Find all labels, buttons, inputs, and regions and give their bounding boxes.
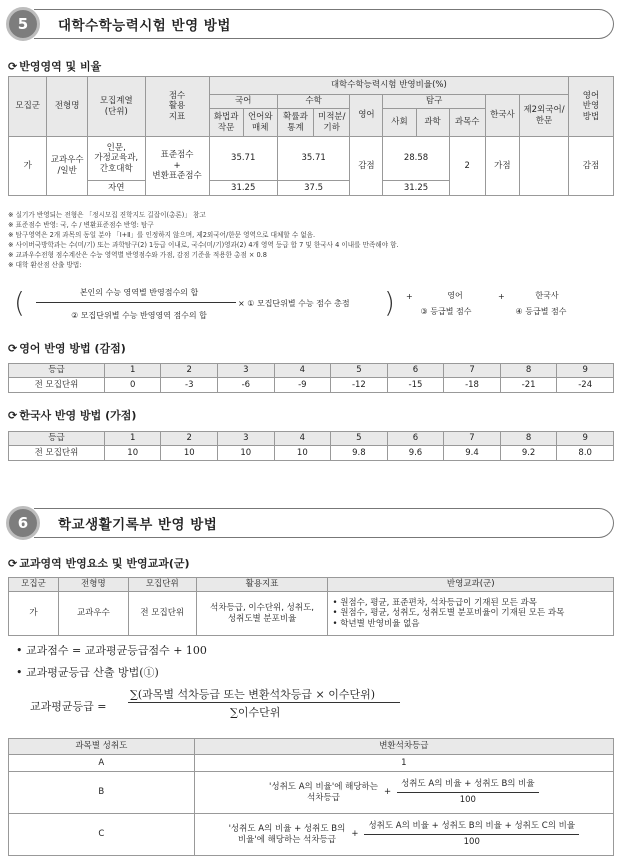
cell-group: 가 <box>9 592 59 636</box>
value: 9.4 <box>444 446 501 461</box>
cell-korean-1: 35.71 <box>209 137 277 181</box>
conv-a: 1 <box>194 755 613 772</box>
subject-line: • 학년별 반영비율 없음 <box>332 618 420 629</box>
grade: 2 <box>161 364 218 378</box>
value: -15 <box>387 378 444 393</box>
grade-label: 등급 <box>9 364 105 378</box>
subject-line: • 원점수, 평균, 성취도, 성취도별 분포비율이 기재된 모든 과목 <box>332 608 565 619</box>
grade: 7 <box>444 432 501 446</box>
th-korean: 국어 <box>209 95 277 109</box>
conv-b-num: 성취도 A의 비율 + 성취도 B의 비율 <box>397 779 539 793</box>
cell-group: 가 <box>9 137 47 196</box>
section5-subtitle-2: ⟳ 영어 반영 방법 (감점) <box>8 341 126 355</box>
formula-history-label: 한국사 <box>535 291 559 300</box>
grade: 3 <box>218 432 275 446</box>
cell-unit1: 인문, 가정교육과, 간호대학 <box>87 137 145 181</box>
conv-b-text: '성취도 A의 비율'에 해당하는 석차등급 <box>269 781 378 803</box>
cell-index: 석차등급, 이수단위, 성취도, 성취도별 분포비율 <box>196 592 328 636</box>
th-i3: 과목수 <box>449 109 485 137</box>
value: -12 <box>331 378 388 393</box>
cell-score: 표준점수 + 변환표준점수 <box>145 137 209 196</box>
fraction-line <box>128 702 400 703</box>
cell-inquiry-1: 28.58 <box>383 137 449 181</box>
conv-c-den: 100 <box>463 837 480 847</box>
th-i2: 과학 <box>416 109 449 137</box>
cell-type: 교과우수 <box>58 592 128 636</box>
close-paren-icon: ) <box>384 286 395 319</box>
score-formula <box>14 284 614 324</box>
th-i1: 사회 <box>383 109 416 137</box>
value: -6 <box>218 378 275 393</box>
cell-subjects <box>328 592 614 636</box>
cell-type: 교과우수 /일반 <box>47 137 88 196</box>
grade-b: B <box>9 772 195 814</box>
conv-c-text: '성취도 A의 비율 + 성취도 B의 비율'에 해당하는 석차등급 <box>228 823 346 845</box>
grade: 4 <box>274 364 331 378</box>
bullet-method: • 교과평균등급 산출 방법(①) <box>16 666 159 679</box>
th-math: 수학 <box>277 95 350 109</box>
cell-unit: 전 모집단위 <box>128 592 196 636</box>
conv-b-den: 100 <box>459 795 476 805</box>
formula-history-sub: ④ 등급별 점수 <box>515 307 567 316</box>
th-k1: 화법과 작문 <box>209 109 243 137</box>
cell-english: 감점 <box>350 137 383 196</box>
th-score: 점수 활용 지표 <box>145 77 209 137</box>
th-group: 모집군 <box>9 578 59 592</box>
conv-b <box>194 772 613 814</box>
note: ※ 탐구영역은 2개 과목의 동일 분야 「Ⅰ+Ⅱ」를 인정하지 않으며, 제2외국어/한문 영역으로 대체할 수 없음. <box>8 231 316 239</box>
value: 10 <box>104 446 161 461</box>
grade: 2 <box>161 432 218 446</box>
note: ※ 실기가 반영되는 전형은 「정시모집 진학지도 길잡이(총론)」 참고 <box>8 211 206 219</box>
conv-c <box>194 814 613 856</box>
grade: 6 <box>387 432 444 446</box>
subject-line: • 원점수, 평균, 표준편차, 석차등급이 기재된 모든 과목 <box>332 597 537 608</box>
section6-header <box>6 505 614 541</box>
grade: 3 <box>218 364 275 378</box>
plus-2: + <box>498 292 505 301</box>
formula-times: × ① 모집단위별 수능 점수 총점 <box>238 299 350 308</box>
value: 10 <box>161 446 218 461</box>
note: ※ 표준점수 반영: 국, 수 / 변환표준점수 반영: 탐구 <box>8 221 154 229</box>
section5-subtitle-1: ⟳ 반영영역 및 비율 <box>8 59 102 73</box>
note: ※ 사이버국방학과는 수(미/기) 또는 과학탐구(2) 1등급 이내로, 국수(미/기)영과(2) 4개 영역 등급 합 7 및 한국사 4 이내를 만족해야 함. <box>8 241 399 249</box>
value: -21 <box>500 378 557 393</box>
subject-table <box>8 577 614 636</box>
note: ※ 교과우수전형 점수계산은 수능 영역별 반영점수와 가점, 감점 기준을 적용한 총점 × 0.8 <box>8 251 267 259</box>
section5-subtitle-3: ⟳ 한국사 반영 방법 (가점) <box>8 408 137 422</box>
arrow-icon: ⟳ <box>8 408 18 422</box>
value: -18 <box>444 378 501 393</box>
value: -9 <box>274 378 331 393</box>
th-achievement: 과목별 성취도 <box>9 739 195 755</box>
cell-inquiry-2: 31.25 <box>383 181 449 196</box>
conversion-table <box>8 738 614 856</box>
th-group: 모집군 <box>9 77 47 137</box>
th-unit: 모집계열 (단위) <box>87 77 145 137</box>
value: 9.6 <box>387 446 444 461</box>
grade: 5 <box>331 432 388 446</box>
avg-formula-lhs: 교과평균등급 = <box>30 700 107 713</box>
ratio-table <box>8 76 614 196</box>
plus: + <box>351 829 359 840</box>
row-label: 전 모집단위 <box>9 378 105 393</box>
th-conv: 변환석차등급 <box>194 739 613 755</box>
formula-english-sub: ③ 등급별 점수 <box>420 307 472 316</box>
grade: 9 <box>557 432 614 446</box>
cell-history: 가점 <box>485 137 519 196</box>
grade: 8 <box>500 364 557 378</box>
plus-1: + <box>406 292 413 301</box>
th-english: 영어 <box>350 95 383 137</box>
th-m1: 확률과 통계 <box>277 109 313 137</box>
cell-math-1: 35.71 <box>277 137 350 181</box>
avg-formula <box>30 686 430 726</box>
cell-subjects: 2 <box>449 137 485 196</box>
value: 9.2 <box>500 446 557 461</box>
th-inquiry: 탐구 <box>383 95 485 109</box>
cell-korean-2: 31.25 <box>209 181 277 196</box>
section6-title: 학교생활기록부 반영 방법 <box>34 508 614 538</box>
th-history: 한국사 <box>485 95 519 137</box>
value: 9.8 <box>331 446 388 461</box>
cell-lang2 <box>519 137 568 196</box>
conv-c-num: 성취도 A의 비율 + 성취도 B의 비율 + 성취도 C의 비율 <box>364 821 579 835</box>
grade: 1 <box>104 432 161 446</box>
cell-eng-method: 감점 <box>569 137 614 196</box>
open-paren-icon: ( <box>14 286 25 319</box>
value: 0 <box>104 378 161 393</box>
th-unit: 모집단위 <box>128 578 196 592</box>
grade: 7 <box>444 364 501 378</box>
arrow-icon: ⟳ <box>8 59 18 73</box>
formula-numerator: 본인의 수능 영역별 반영점수의 합 <box>79 288 199 297</box>
th-lang2: 제2외국어/ 한문 <box>519 95 568 137</box>
section5-number: 5 <box>6 7 40 41</box>
avg-formula-denominator: ∑이수단위 <box>230 706 281 719</box>
grade: 9 <box>557 364 614 378</box>
history-table <box>8 431 614 461</box>
th-index: 활용지표 <box>196 578 328 592</box>
th-m2: 미적분/ 기하 <box>314 109 350 137</box>
value: -24 <box>557 378 614 393</box>
notes <box>8 210 399 270</box>
plus: + <box>383 787 392 798</box>
grade-label: 등급 <box>9 432 105 446</box>
arrow-icon: ⟳ <box>8 341 18 355</box>
arrow-icon: ⟳ <box>8 556 18 570</box>
section6-number: 6 <box>6 506 40 540</box>
cell-unit2: 자연 <box>87 181 145 196</box>
avg-formula-numerator: ∑(과목별 석차등급 또는 변환석차등급 × 이수단위) <box>130 688 376 701</box>
grade: 6 <box>387 364 444 378</box>
value: 10 <box>274 446 331 461</box>
value: 10 <box>218 446 275 461</box>
section6-subtitle: ⟳ 교과영역 반영요소 및 반영교과(군) <box>8 556 190 570</box>
bullet-score: • 교과점수 = 교과평균등급점수 + 100 <box>16 644 207 657</box>
th-type: 전형명 <box>58 578 128 592</box>
fraction-line <box>36 302 236 303</box>
section5-title: 대학수학능력시험 반영 방법 <box>34 9 614 39</box>
grade: 4 <box>274 432 331 446</box>
grade: 1 <box>104 364 161 378</box>
row-label: 전 모집단위 <box>9 446 105 461</box>
grade-a: A <box>9 755 195 772</box>
grade-c: C <box>9 814 195 856</box>
grade: 8 <box>500 432 557 446</box>
section5-header <box>6 6 614 42</box>
th-english-method: 영어 반영 방법 <box>569 77 614 137</box>
th-ratio: 대학수학능력시험 반영비율(%) <box>209 77 568 95</box>
cell-math-2: 37.5 <box>277 181 350 196</box>
english-table <box>8 363 614 393</box>
value: 8.0 <box>557 446 614 461</box>
th-type: 전형명 <box>47 77 88 137</box>
formula-denominator: ② 모집단위별 수능 반영영역 점수의 합 <box>71 311 207 320</box>
grade: 5 <box>331 364 388 378</box>
th-k2: 언어와 매체 <box>243 109 277 137</box>
value: -3 <box>161 378 218 393</box>
th-subjects: 반영교과(군) <box>328 578 614 592</box>
formula-english-label: 영어 <box>447 291 463 300</box>
note: ※ 대학 환산점 산출 방법: <box>8 261 82 269</box>
